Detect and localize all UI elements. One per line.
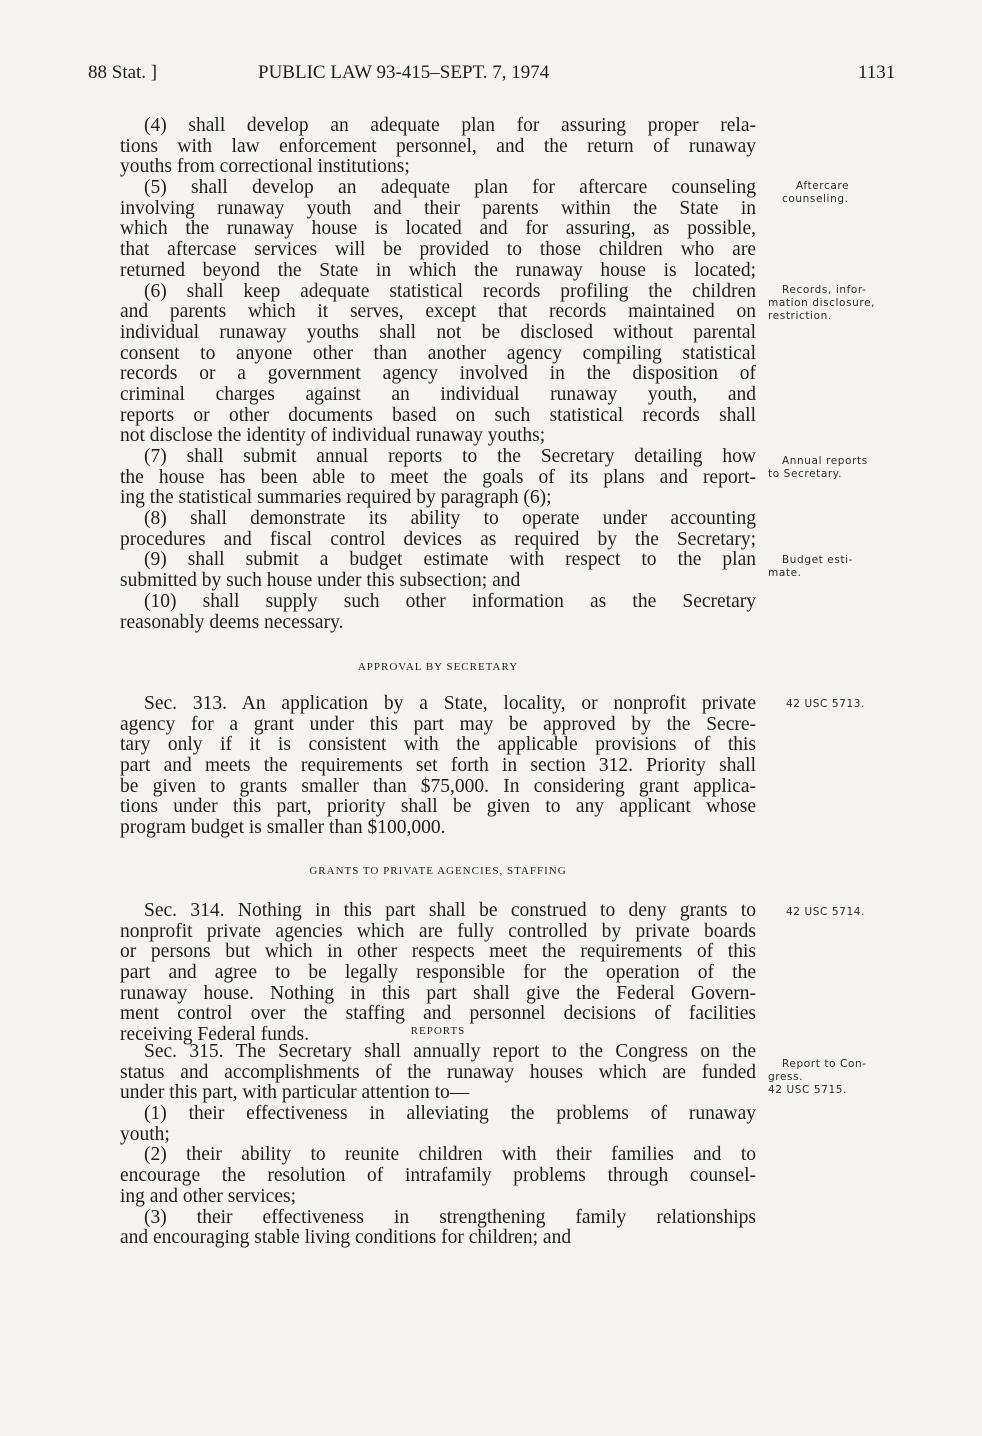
text-line: (8) shall demonstrate its ability to operate under accounting (144, 508, 756, 530)
text-line: part and agree to be legally responsible for the operation of the (120, 962, 756, 984)
margin-note-line: Report to Con- (782, 1058, 867, 1070)
text-line: submitted by such house under this subsection; and (120, 570, 521, 592)
text-line: (5) shall develop an adequate plan for aftercare counseling (144, 177, 756, 199)
text-line: youths from correctional institutions; (120, 156, 410, 178)
margin-note-line: gress. (768, 1071, 804, 1083)
text-line: procedures and fiscal control devices as required by the Secretary; (120, 528, 756, 550)
margin-note-line: Annual reports (782, 455, 868, 467)
text-line: tions under this part, priority shall be given to any applicant whose (120, 796, 756, 818)
heading-grants: GRANTS TO PRIVATE AGENCIES, STAFFING (309, 865, 567, 877)
text-line: ing and other services; (120, 1185, 296, 1207)
text-line: ment control over the staffing and personnel decisions of facilities (120, 1003, 756, 1025)
text-line: individual runaway youths shall not be disclosed without parental (120, 321, 756, 343)
text-line: that aftercase services will be provided to those children who are (120, 239, 756, 261)
text-line: records or a government agency involved in the disposition of (120, 363, 756, 385)
margin-note-line: counseling. (782, 193, 849, 205)
section-315 (120, 1042, 756, 1249)
margin-note-line: Records, infor- (782, 284, 867, 296)
margin-note-line: mation disclosure, (768, 297, 876, 309)
heading-reports: REPORTS (410, 1025, 466, 1037)
text-line: status and accomplishments of the runaway houses which are funded (120, 1061, 756, 1083)
text-line: Sec. 315. The Secretary shall annually report to the Congress on the (144, 1041, 756, 1062)
text-line: or persons but which in other respects meet the requirements of this (120, 941, 756, 963)
text-line: Sec. 313. An application by a State, locality, or nonprofit private (144, 693, 756, 714)
text-line: returned beyond the State in which the runaway house is located; (120, 259, 756, 281)
margin-note-aftercare (782, 180, 849, 206)
text-line: be given to grants smaller than $75,000. In considering grant applica- (120, 775, 756, 797)
text-line: (6) shall keep adequate statistical records profiling the children (144, 280, 756, 302)
page-title: PUBLIC LAW 93-415–SEPT. 7, 1974 (258, 62, 550, 83)
stat-volume: 88 Stat. ] (88, 62, 158, 83)
text-line: (9) shall submit a budget estimate with respect to the plan (144, 549, 756, 571)
text-line: Sec. 314. Nothing in this part shall be construed to deny grants to (144, 900, 756, 921)
text-line: youth; (120, 1123, 170, 1145)
margin-note-usc-5714 (786, 906, 865, 919)
text-line: reasonably deems necessary. (120, 611, 344, 633)
text-line: nonprofit private agencies which are fully controlled by private boards (120, 920, 756, 942)
margin-note-line: Aftercare (796, 180, 850, 192)
margin-note-line: to Secretary. (768, 468, 843, 480)
text-line: runaway house. Nothing in this part shall give the Federal Govern- (120, 982, 756, 1004)
margin-note-records (768, 284, 875, 323)
text-line: tions with law enforcement personnel, and the return of runaway (120, 135, 756, 157)
text-line: tary only if it is consistent with the applicable provisions of this (120, 734, 756, 756)
text-line: ing the statistical summaries required by paragraph (6); (120, 487, 552, 509)
text-line: (7) shall submit annual reports to the Secretary detailing how (144, 446, 756, 467)
text-line: (2) their ability to reunite children with their families and to (144, 1144, 756, 1166)
margin-note-line: 42 USC 5715. (768, 1084, 847, 1096)
text-line: and parents which it serves, except that records maintained on (120, 301, 756, 323)
margin-note-line: Budget esti- (782, 554, 854, 566)
section-312-continued (120, 116, 756, 633)
text-line: under this part, with particular attention to— (120, 1082, 470, 1104)
margin-note-line: mate. (768, 567, 802, 579)
margin-note-budget (768, 554, 853, 580)
margin-note-line: 42 USC 5713. (786, 698, 865, 710)
text-line: (1) their effectiveness in alleviating the problems of runaway (144, 1103, 756, 1125)
section-313 (120, 694, 756, 839)
text-line: reports or other documents based on such statistical records shall (120, 404, 756, 426)
text-line: consent to anyone other than another agency compiling statistical (120, 342, 756, 364)
margin-note-line: 42 USC 5714. (786, 906, 865, 918)
margin-note-line: restriction. (768, 310, 832, 322)
margin-note-usc-5713 (786, 698, 865, 711)
text-line: (10) shall supply such other information as the Secretary (144, 590, 756, 612)
text-line: which the runaway house is located and for assuring, as possible, (120, 218, 756, 240)
page-number: 1131 (858, 62, 896, 83)
text-line: not disclose the identity of individual runaway youths; (120, 425, 546, 447)
text-line: program budget is smaller than $100,000. (120, 817, 446, 839)
text-line: and encouraging stable living conditions for children; and (120, 1227, 572, 1249)
text-line: criminal charges against an individual runaway youth, and (120, 383, 756, 405)
text-line: encourage the resolution of intrafamily problems through counsel- (120, 1165, 756, 1187)
heading-approval: APPROVAL BY SECRETARY (357, 661, 519, 673)
text-line: agency for a grant under this part may be approved by the Secre- (120, 713, 756, 735)
text-line: receiving Federal funds. (120, 1024, 309, 1046)
text-line: part and meets the requirements set forth in section 312. Priority shall (120, 755, 756, 777)
text-line: (4) shall develop an adequate plan for assuring proper rela- (144, 115, 756, 136)
text-line: the house has been able to meet the goals of its plans and report- (120, 466, 756, 488)
text-line: involving runaway youth and their parents within the State in (120, 197, 756, 219)
text-line: (3) their effectiveness in strengthening family relationships (144, 1206, 756, 1228)
margin-note-report-congress (768, 1058, 867, 1097)
margin-note-annual-reports (768, 455, 868, 481)
